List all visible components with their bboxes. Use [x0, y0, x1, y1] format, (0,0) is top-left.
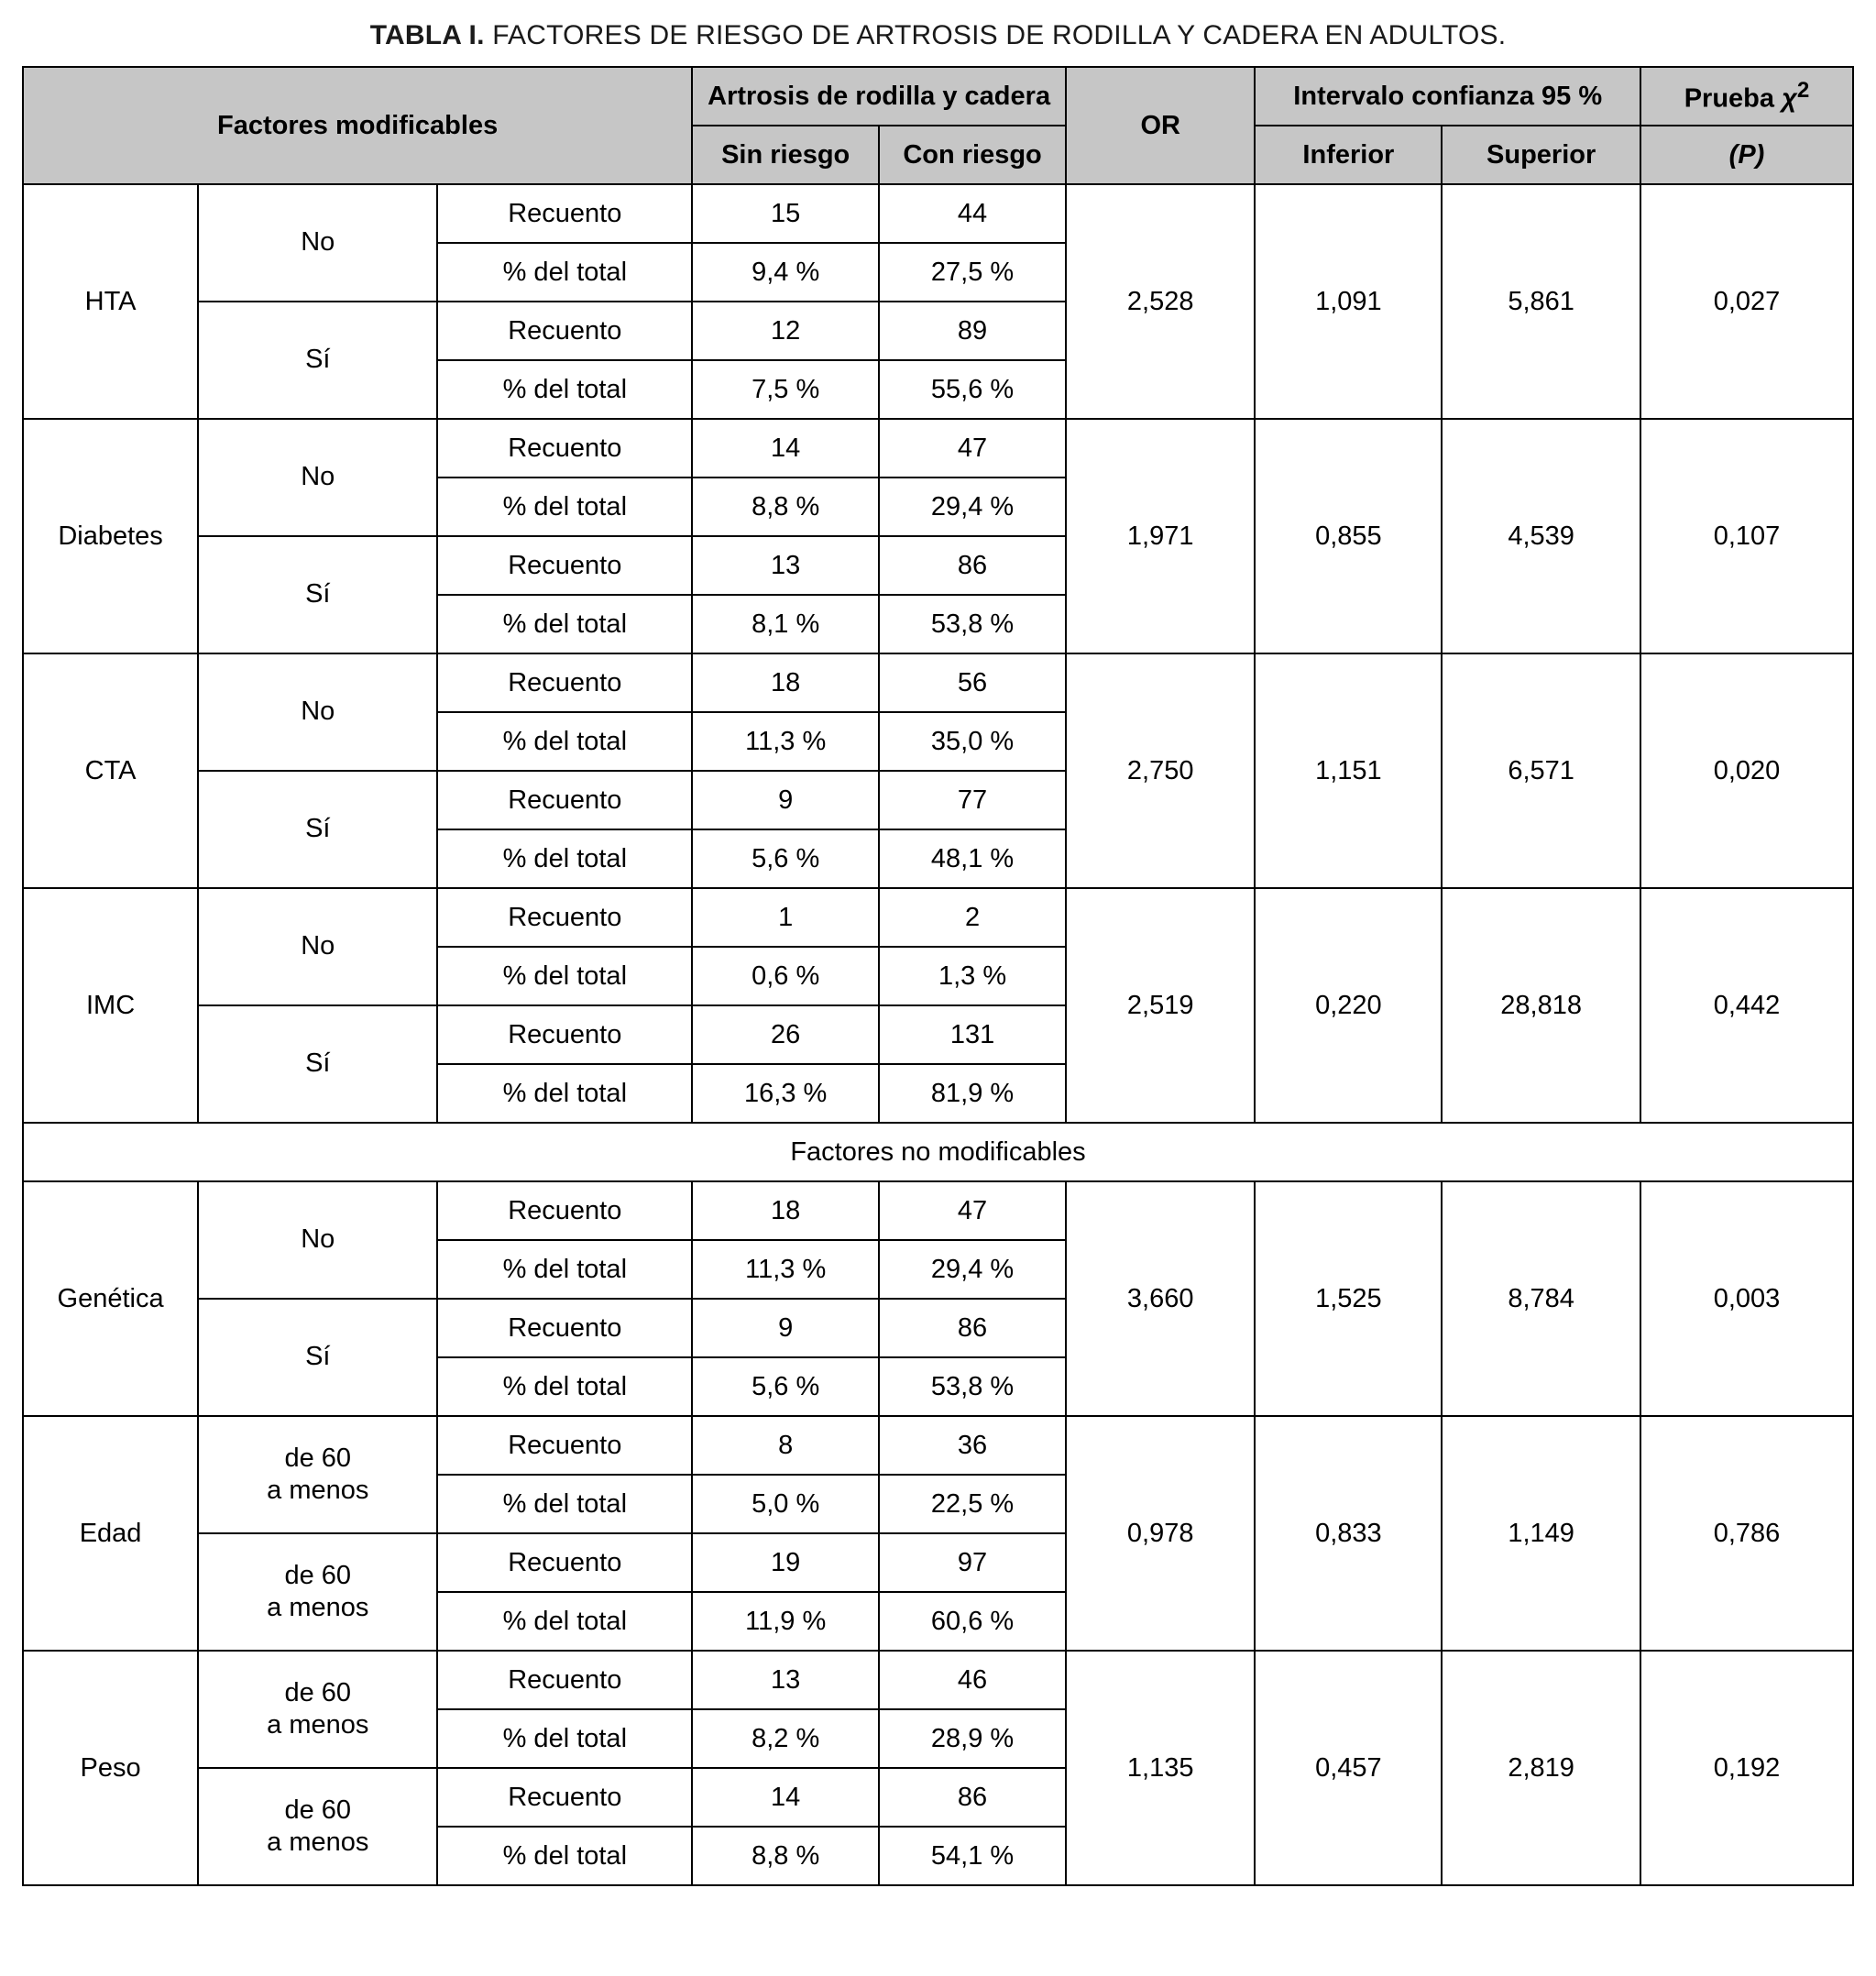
value-or: 2,519 — [1066, 888, 1255, 1123]
level-label — [198, 1533, 437, 1651]
value-ci-superior: 6,571 — [1442, 653, 1640, 888]
value-sin-riesgo: 8,1 % — [692, 595, 879, 653]
chi-symbol: χ — [1782, 83, 1797, 114]
metric-recuento: Recuento — [437, 419, 692, 478]
level-label: Sí — [198, 1299, 437, 1416]
value-sin-riesgo: 9 — [692, 1299, 879, 1357]
metric-pct-total: % del total — [437, 243, 692, 302]
metric-pct-total: % del total — [437, 1357, 692, 1416]
value-or: 1,135 — [1066, 1651, 1255, 1885]
level-label: Sí — [198, 302, 437, 419]
value-con-riesgo: 89 — [879, 302, 1066, 360]
header-prueba-label: Prueba — [1684, 83, 1775, 114]
value-sin-riesgo: 8,8 % — [692, 1827, 879, 1885]
value-con-riesgo: 48,1 % — [879, 829, 1066, 888]
value-or: 2,750 — [1066, 653, 1255, 888]
metric-pct-total: % del total — [437, 1064, 692, 1123]
value-or: 1,971 — [1066, 419, 1255, 653]
value-sin-riesgo: 13 — [692, 536, 879, 595]
table-body — [23, 184, 1853, 1885]
value-con-riesgo: 54,1 % — [879, 1827, 1066, 1885]
metric-pct-total: % del total — [437, 712, 692, 771]
value-ci-superior: 28,818 — [1442, 888, 1640, 1123]
value-sin-riesgo: 18 — [692, 653, 879, 712]
value-ci-inferior: 1,091 — [1255, 184, 1442, 419]
value-sin-riesgo: 8,2 % — [692, 1709, 879, 1768]
header-p-label: (P) — [1728, 139, 1765, 170]
level-label: Sí — [198, 536, 437, 653]
value-con-riesgo: 81,9 % — [879, 1064, 1066, 1123]
metric-recuento: Recuento — [437, 1416, 692, 1475]
metric-pct-total: % del total — [437, 595, 692, 653]
metric-pct-total: % del total — [437, 1475, 692, 1533]
level-label: No — [198, 1181, 437, 1299]
value-con-riesgo: 47 — [879, 1181, 1066, 1240]
metric-recuento: Recuento — [437, 653, 692, 712]
table-row — [23, 653, 1853, 712]
metric-pct-total: % del total — [437, 478, 692, 536]
metric-recuento: Recuento — [437, 771, 692, 829]
metric-recuento: Recuento — [437, 536, 692, 595]
value-con-riesgo: 53,8 % — [879, 1357, 1066, 1416]
header-artrosis-group: Artrosis de rodilla y cadera — [692, 67, 1066, 126]
value-sin-riesgo: 8 — [692, 1416, 879, 1475]
value-ci-superior: 2,819 — [1442, 1651, 1640, 1885]
header-or: OR — [1066, 67, 1255, 184]
header-sin-riesgo: Sin riesgo — [692, 126, 879, 184]
value-con-riesgo: 47 — [879, 419, 1066, 478]
value-con-riesgo: 22,5 % — [879, 1475, 1066, 1533]
header-prueba-chi — [1640, 67, 1853, 126]
value-or: 2,528 — [1066, 184, 1255, 419]
value-ci-inferior: 1,151 — [1255, 653, 1442, 888]
value-sin-riesgo: 0,6 % — [692, 947, 879, 1005]
factor-label: Peso — [23, 1651, 198, 1885]
factor-label: Edad — [23, 1416, 198, 1651]
chi-exponent: 2 — [1796, 78, 1810, 104]
table-row — [23, 1181, 1853, 1240]
value-con-riesgo: 27,5 % — [879, 243, 1066, 302]
value-con-riesgo: 29,4 % — [879, 1240, 1066, 1299]
section-band-row — [23, 1123, 1853, 1181]
level-label: No — [198, 419, 437, 536]
value-con-riesgo: 86 — [879, 1299, 1066, 1357]
metric-recuento: Recuento — [437, 1181, 692, 1240]
value-p: 0,786 — [1640, 1416, 1853, 1651]
value-sin-riesgo: 5,6 % — [692, 1357, 879, 1416]
header-con-riesgo: Con riesgo — [879, 126, 1066, 184]
value-sin-riesgo: 15 — [692, 184, 879, 243]
value-con-riesgo: 131 — [879, 1005, 1066, 1064]
metric-pct-total: % del total — [437, 947, 692, 1005]
value-sin-riesgo: 8,8 % — [692, 478, 879, 536]
header-row-1 — [23, 67, 1853, 126]
metric-recuento: Recuento — [437, 1651, 692, 1709]
table-row — [23, 419, 1853, 478]
table-row — [23, 1651, 1853, 1709]
metric-pct-total: % del total — [437, 360, 692, 419]
header-superior: Superior — [1442, 126, 1640, 184]
table-caption-label: TABLA I. — [369, 20, 485, 50]
value-con-riesgo: 46 — [879, 1651, 1066, 1709]
metric-recuento: Recuento — [437, 1533, 692, 1592]
value-con-riesgo: 53,8 % — [879, 595, 1066, 653]
metric-recuento: Recuento — [437, 184, 692, 243]
level-label: No — [198, 653, 437, 771]
metric-pct-total: % del total — [437, 1709, 692, 1768]
factor-label: CTA — [23, 653, 198, 888]
value-ci-superior: 5,861 — [1442, 184, 1640, 419]
metric-recuento: Recuento — [437, 1299, 692, 1357]
table-row — [23, 888, 1853, 947]
level-label-line1: de 60 — [284, 1444, 352, 1474]
value-con-riesgo: 97 — [879, 1533, 1066, 1592]
value-p: 0,107 — [1640, 419, 1853, 653]
value-sin-riesgo: 19 — [692, 1533, 879, 1592]
value-p: 0,027 — [1640, 184, 1853, 419]
value-sin-riesgo: 7,5 % — [692, 360, 879, 419]
section-band-factores-no-modificables: Factores no modificables — [23, 1123, 1853, 1181]
level-label — [198, 1651, 437, 1768]
value-sin-riesgo: 9,4 % — [692, 243, 879, 302]
table-caption-text: FACTORES DE RIESGO DE ARTROSIS DE RODILLA Y CADERA EN ADULTOS. — [492, 20, 1507, 50]
value-con-riesgo: 56 — [879, 653, 1066, 712]
value-or: 0,978 — [1066, 1416, 1255, 1651]
value-p: 0,442 — [1640, 888, 1853, 1123]
header-intervalo-confianza: Intervalo confianza 95 % — [1255, 67, 1640, 126]
value-con-riesgo: 86 — [879, 536, 1066, 595]
header-p-value — [1640, 126, 1853, 184]
value-p: 0,003 — [1640, 1181, 1853, 1416]
header-inferior: Inferior — [1255, 126, 1442, 184]
level-label: Sí — [198, 1005, 437, 1123]
table-caption — [22, 20, 1854, 51]
value-ci-inferior: 0,457 — [1255, 1651, 1442, 1885]
value-con-riesgo: 29,4 % — [879, 478, 1066, 536]
value-sin-riesgo: 18 — [692, 1181, 879, 1240]
value-ci-superior: 1,149 — [1442, 1416, 1640, 1651]
metric-recuento: Recuento — [437, 1005, 692, 1064]
level-label — [198, 1416, 437, 1533]
value-sin-riesgo: 14 — [692, 1768, 879, 1827]
level-label-line2: a menos — [267, 1476, 369, 1505]
value-p: 0,192 — [1640, 1651, 1853, 1885]
value-con-riesgo: 77 — [879, 771, 1066, 829]
value-ci-inferior: 0,220 — [1255, 888, 1442, 1123]
table-header — [23, 67, 1853, 184]
value-sin-riesgo: 9 — [692, 771, 879, 829]
value-con-riesgo: 1,3 % — [879, 947, 1066, 1005]
value-con-riesgo: 36 — [879, 1416, 1066, 1475]
value-sin-riesgo: 11,9 % — [692, 1592, 879, 1651]
value-sin-riesgo: 11,3 % — [692, 712, 879, 771]
value-con-riesgo: 44 — [879, 184, 1066, 243]
value-ci-inferior: 0,833 — [1255, 1416, 1442, 1651]
value-sin-riesgo: 11,3 % — [692, 1240, 879, 1299]
level-label-line1: de 60 — [284, 1561, 352, 1591]
metric-pct-total: % del total — [437, 1592, 692, 1651]
table-row — [23, 184, 1853, 243]
factor-label: Genética — [23, 1181, 198, 1416]
value-sin-riesgo: 26 — [692, 1005, 879, 1064]
value-con-riesgo: 35,0 % — [879, 712, 1066, 771]
factor-label: HTA — [23, 184, 198, 419]
level-label-line2: a menos — [267, 1828, 369, 1857]
value-con-riesgo: 60,6 % — [879, 1592, 1066, 1651]
value-ci-inferior: 1,525 — [1255, 1181, 1442, 1416]
metric-recuento: Recuento — [437, 1768, 692, 1827]
level-label: No — [198, 184, 437, 302]
level-label: No — [198, 888, 437, 1005]
factor-label: IMC — [23, 888, 198, 1123]
value-sin-riesgo: 1 — [692, 888, 879, 947]
level-label-line1: de 60 — [284, 1678, 352, 1708]
value-sin-riesgo: 13 — [692, 1651, 879, 1709]
value-con-riesgo: 55,6 % — [879, 360, 1066, 419]
value-sin-riesgo: 5,0 % — [692, 1475, 879, 1533]
level-label-line2: a menos — [267, 1710, 369, 1740]
value-con-riesgo: 28,9 % — [879, 1709, 1066, 1768]
value-sin-riesgo: 14 — [692, 419, 879, 478]
value-sin-riesgo: 5,6 % — [692, 829, 879, 888]
level-label — [198, 1768, 437, 1885]
metric-recuento: Recuento — [437, 302, 692, 360]
metric-recuento: Recuento — [437, 888, 692, 947]
header-factores-modificables: Factores modificables — [23, 67, 692, 184]
level-label-line1: de 60 — [284, 1795, 352, 1826]
table-row — [23, 1416, 1853, 1475]
factor-label: Diabetes — [23, 419, 198, 653]
value-ci-superior: 4,539 — [1442, 419, 1640, 653]
value-sin-riesgo: 12 — [692, 302, 879, 360]
value-sin-riesgo: 16,3 % — [692, 1064, 879, 1123]
level-label: Sí — [198, 771, 437, 888]
risk-factors-table — [22, 66, 1854, 1886]
metric-pct-total: % del total — [437, 829, 692, 888]
value-or: 3,660 — [1066, 1181, 1255, 1416]
metric-pct-total: % del total — [437, 1240, 692, 1299]
value-p: 0,020 — [1640, 653, 1853, 888]
value-con-riesgo: 86 — [879, 1768, 1066, 1827]
level-label-line2: a menos — [267, 1593, 369, 1622]
value-ci-inferior: 0,855 — [1255, 419, 1442, 653]
value-ci-superior: 8,784 — [1442, 1181, 1640, 1416]
value-con-riesgo: 2 — [879, 888, 1066, 947]
metric-pct-total: % del total — [437, 1827, 692, 1885]
